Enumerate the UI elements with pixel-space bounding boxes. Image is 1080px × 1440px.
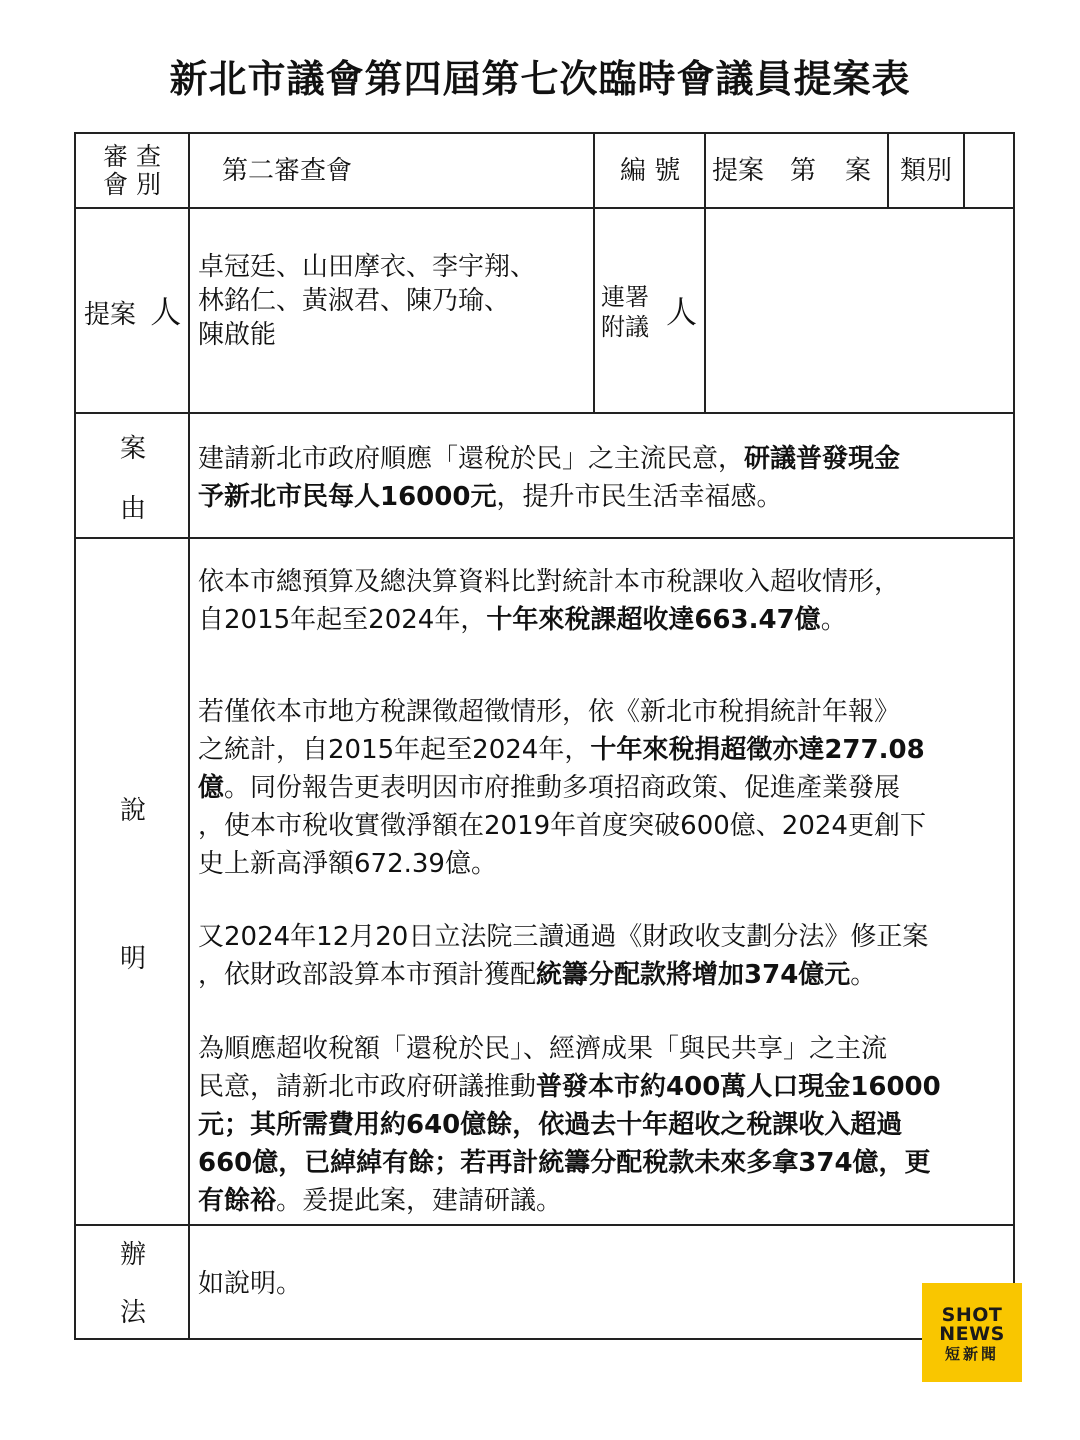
p2-line2-plain: 之統計，自2015年起至2024年，	[198, 735, 591, 765]
p1-line1: 依本市總預算及總決算資料比對統計本市稅課收入超收情形，	[198, 567, 901, 597]
method-label-2: 法	[120, 1298, 147, 1328]
shotnews-logo	[922, 1283, 1022, 1382]
p1-line2-bold: 十年來稅課超收達663.47億	[486, 605, 821, 635]
p1-line2-end: 。	[820, 605, 847, 635]
p4-line4-bold: 660億，已綽綽有餘；若再計統籌分配稅款未來多拿374億，更	[198, 1148, 931, 1178]
p2-line5: 史上新高淨額672.39億。	[198, 849, 497, 879]
explanation-label-2: 明	[120, 944, 147, 974]
subject-line2-bold: 予新北市民每人16000元	[198, 482, 497, 512]
cosign-ren: 人	[666, 295, 697, 331]
explanation-para-1	[198, 563, 1008, 639]
subject-label-2: 由	[120, 494, 147, 524]
p3-line2-end: 。	[850, 960, 877, 990]
explanation-para-2	[198, 693, 1008, 883]
column-divider-number	[593, 132, 595, 414]
committee-label	[90, 143, 174, 199]
p4-line5-plain: 。爰提此案，建請研議。	[276, 1186, 563, 1216]
proposer-line: 陳啟能	[198, 320, 277, 350]
category-label: 類別	[900, 156, 953, 186]
proposer-line: 林銘仁、黃淑君、陳乃瑜、	[198, 286, 511, 316]
proposal-label: 提案	[712, 156, 765, 186]
table-border-top	[74, 132, 1015, 134]
method-label-1: 辦	[120, 1240, 147, 1270]
cosign-label-line2: 附議	[601, 313, 649, 341]
proposer-label	[84, 296, 181, 332]
p2-line4: ，使本市稅收實徵淨額在2019年首度突破600億、2024更創下	[198, 811, 926, 841]
row-divider-1	[74, 207, 1015, 209]
subject-line2-plain: ，提升市民生活幸福感。	[496, 482, 783, 512]
explanation-para-3	[198, 918, 1008, 994]
logo-line3: 短新聞	[944, 1345, 999, 1363]
committee-value: 第二審查會	[222, 156, 353, 186]
logo-line1: SHOT	[941, 1304, 1003, 1326]
table-border-left	[74, 132, 76, 1340]
p4-line5-bold: 有餘裕	[198, 1186, 277, 1216]
proposal-di: 第	[790, 156, 817, 186]
p2-line2-bold: 十年來稅捐超徵亦達277.08	[590, 735, 925, 765]
p4-line2-bold: 普發本市約400萬人口現金16000	[536, 1072, 941, 1102]
p4-line2-plain: 民意，請新北市政府研議推動	[198, 1072, 537, 1102]
committee-label-line1: 審 查	[103, 142, 161, 171]
cosign-label	[601, 282, 649, 342]
subject-label-1: 案	[120, 434, 147, 464]
p4-line1: 為順應超收稅額「還稅於民」、經濟成果「與民共享」之主流	[198, 1034, 888, 1064]
p2-line3-bold: 億	[198, 773, 225, 803]
proposer-names	[198, 250, 578, 352]
p3-line2-bold: 統籌分配款將增加374億元	[536, 960, 851, 990]
page-title: 新北市議會第四屆第七次臨時會議員提案表	[169, 57, 911, 101]
proposal-an: 案	[845, 156, 872, 186]
subject-text	[198, 440, 1008, 516]
proposer-line: 卓冠廷、山田摩衣、李宇翔、	[198, 252, 537, 282]
cosign-label-line1: 連署	[601, 283, 649, 311]
p2-line3-plain: 。同份報告更表明因市府推動多項招商政策、促進產業發展	[224, 773, 901, 803]
column-divider-category	[887, 132, 889, 209]
method-text: 如說明。	[198, 1269, 303, 1299]
p3-line1: 又2024年12月20日立法院三讀通過《財政收支劃分法》修正案	[198, 922, 929, 952]
table-border-bottom	[74, 1338, 1015, 1340]
row-divider-4	[74, 1224, 1015, 1226]
row-divider-2	[74, 412, 1015, 414]
subject-line1-bold: 研議普發現金	[744, 444, 901, 474]
table-border-right	[1013, 132, 1015, 1340]
p3-line2-plain: ，依財政部設算本市預計獲配	[198, 960, 537, 990]
subject-line1-plain: 建請新北市政府順應「還稅於民」之主流民意，	[198, 444, 745, 474]
p2-line1: 若僅依本市地方稅課徵超徵情形，依《新北市稅捐統計年報》	[198, 697, 901, 727]
p4-line3-bold: 元；其所需費用約640億餘，依過去十年超收之稅課收入超過	[198, 1110, 903, 1140]
logo-line2: NEWS	[939, 1323, 1005, 1345]
number-label: 編 號	[620, 156, 681, 186]
committee-label-line2: 會 別	[103, 170, 161, 199]
explanation-label-1: 說	[120, 796, 147, 826]
row-divider-3	[74, 537, 1015, 539]
column-divider-proposal	[704, 132, 706, 414]
column-divider-category-value	[963, 132, 965, 209]
label-column-divider	[188, 132, 190, 1340]
proposer-label-ren: 人	[150, 295, 182, 331]
proposer-label-main: 提案	[84, 300, 137, 330]
p1-line2-plain: 自2015年起至2024年，	[198, 605, 487, 635]
explanation-para-4	[198, 1030, 1008, 1220]
